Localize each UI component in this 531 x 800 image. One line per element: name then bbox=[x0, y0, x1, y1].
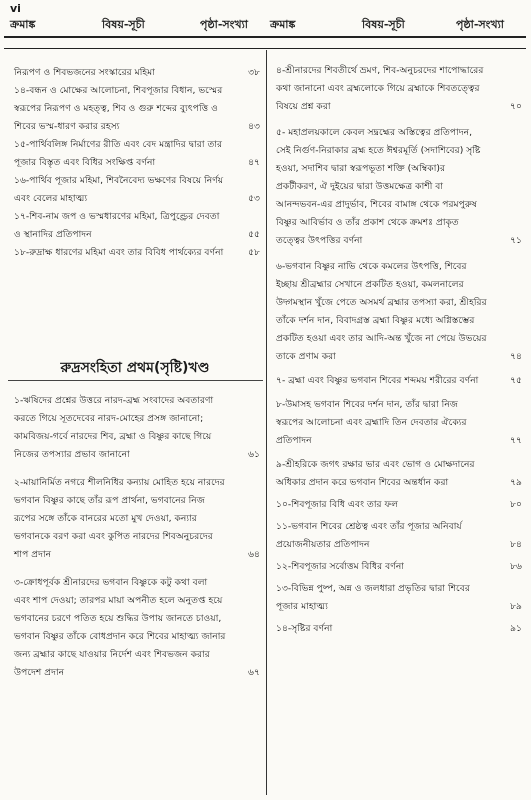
left-column-bottom bbox=[14, 392, 264, 682]
section-rule bbox=[8, 380, 263, 381]
header-sl-right: ক্রমাঙ্ক bbox=[270, 18, 296, 31]
page-number: vi bbox=[10, 2, 21, 15]
list-item: ১২-শিবপূজার সর্বোত্তম বিধির বর্ণনা ৮৬ bbox=[276, 561, 522, 572]
header-rule-top bbox=[4, 36, 526, 38]
list-item: ১৮-রুদ্রাক্ষ ধারণের মহিমা এবং তার বিবিধ পার্থক্যের বর্ণনা ৫৮ bbox=[14, 247, 260, 258]
list-item: ১০-শিবপূজার বিধি এবং তার ফল ৮০ bbox=[276, 499, 522, 510]
header-subject-right: বিষয়-সূচী bbox=[362, 18, 405, 31]
section-title: রুদ্রসংহিতা প্রথম(সৃষ্টি)খণ্ড bbox=[60, 360, 210, 376]
list-item: ৩-ক্রোধপূর্বক শ্রীনারদের ভগবান বিষ্ণুকে কটু কথা বলা এবং শাপ দেওয়া; তারপর মায়া অপনীত হলে অনুতপ্ত হয়ে ভগবানের চরণে পতিত হয়ে শুদ্ধির উপায় জানতে চাওয়া, ভগবান বিষ্ণুর তাঁকে বোধপ্রদান করে শিবের মাহাত্ম্য জানার জন্য ব্রহ্মার কাছে যাওয়ার নির্দেশ এবং শিবভজন করার উপদেশ প্রদান ৬৭ bbox=[14, 577, 260, 678]
header-sl-left: ক্রমাঙ্ক bbox=[10, 18, 36, 31]
list-item: ২-মায়ানির্মিত নগরে শীলনিধির কন্যায় মোহিত হয়ে নারদের ভগবান বিষ্ণুর কাছে তাঁর রূপ প্রার্থনা, ভগবানের নিজ রূপের সঙ্গে তাঁকে বানরের মতো মুখ দেওয়া, কন্যার ভগবানকে বরণ করা এবং কুপিত নারদের শিবঅনুচরদের শাপ প্রদান ৬৪ bbox=[14, 477, 260, 560]
list-item: ১৪-বন্ধন ও মোক্ষের আলোচনা, শিবপূজার বিধান, ভস্মের স্বরূপের নিরূপণ ও মহত্ত্ব, শিব ও গুরু শব্দের ব্যুৎপত্তি ও শিবের ভস্ম-ধারণ করার রহস্য ৪৩ bbox=[14, 85, 260, 132]
list-item: ৫- মহাপ্রলয়কালে কেবল সদ্ব্রহ্মের অস্তিত্বের প্রতিপাদন, সেই নির্গুণ-নিরাকার ব্রহ্ম হতে ঈশ্বরমূর্তি (সদাশিবের) সৃষ্টি হওয়া, সদাশিব দ্বারা স্বরূপভূতা শক্তি (অম্বিকা)র প্রকটীকরণ, ঐ দুইয়ের দ্বারা উত্তমক্ষেত্র কাশী বা আনন্দভবন-এর প্রাদুর্ভাব, শিবের বামাঙ্গ থেকে পরমপুরুষ বিষ্ণুর আবির্ভাব ও তাঁর প্রকাশ থেকে ক্রমশঃ প্রাকৃত তত্ত্বের উৎপত্তির বর্ণনা ৭১ bbox=[276, 127, 522, 246]
header-page-right: পৃষ্ঠা-সংখ্যা bbox=[456, 18, 504, 31]
header-page-left: পৃষ্ঠা-সংখ্যা bbox=[200, 18, 248, 31]
list-item: ৪-শ্রীনারদের শিবতীর্থে ভ্রমণ, শিব-অনুচরদের শাপোদ্ধারের কথা জানানো এবং ব্রহ্মলোকে গিয়ে ব্রহ্মাকে শিবতত্ত্বের বিষয়ে প্রশ্ন করা ৭০ bbox=[276, 65, 522, 112]
list-item: ৬-ভগবান বিষ্ণুর নাভি থেকে কমলের উৎপত্তি, শিবের ইচ্ছায় শ্রীব্রহ্মার সেখানে প্রকটিত হওয়া, কমলনালের উদ্গমস্থান খুঁজে পেতে অসমর্থ ব্রহ্মার তপস্যা করা, শ্রীহরির তাঁকে দর্শন দান, বিবাদগ্রস্ত ব্রহ্মা বিষ্ণুর মধ্যে অগ্নিস্তম্ভের প্রকটিত হওয়া এবং তার আদি-অন্ত খুঁজে না পেয়ে উভয়ের তাকে প্রণাম করা ৭৪ bbox=[276, 261, 522, 362]
list-item: ১৪-সৃষ্টির বর্ণনা ৯১ bbox=[276, 623, 522, 634]
list-item: ১৬-পার্থিব পূজার মহিমা, শিবনৈবেদ্য ভক্ষণের বিষয়ে নির্ণয় এবং বেলের মাহাত্ম্য ৫৩ bbox=[14, 175, 260, 204]
header-subject-left: বিষয়-সূচী bbox=[102, 18, 145, 31]
column-divider bbox=[266, 50, 267, 795]
table-header bbox=[4, 14, 526, 36]
list-item: ১৫-পার্থিবলিঙ্গ নির্মাণের রীতি এবং বেদ মন্ত্রাদির দ্বারা তার পূজার বিস্তৃত এবং বিধির সংক্ষিপ্ত বর্ণনা ৪৭ bbox=[14, 139, 260, 168]
list-item: নিরূপণ ও শিবভজনের সংস্কারের মহিমা ৩৮ bbox=[14, 67, 260, 78]
header-rule-bottom bbox=[4, 48, 526, 49]
list-item: ৯-শ্রীহরিকে জগৎ রক্ষার ভার এবং ভোগ ও মোক্ষদানের অধিকার প্রদান করে ভগবান শিবের অন্তর্ধান করা ৭৯ bbox=[276, 459, 522, 488]
list-item: ১-ঋষিদের প্রশ্নের উত্তরে নারদ-ব্রহ্ম সংবাদের অবতারণা করতে গিয়ে সূতদেবের নারদ-মোহের প্রসঙ্গ জানানো; কামবিজয়-গর্বে নারদের শিব, ব্রহ্মা ও বিষ্ণুর কাছে গিয়ে নিজের তপস্যার প্রভাব জানানো ৬১ bbox=[14, 395, 260, 460]
list-item: ১১-ভগবান শিবের শ্রেষ্ঠত্ব এবং তাঁর পূজার অনিবার্য প্রয়োজনীয়তার প্রতিপাদন ৮৪ bbox=[276, 521, 522, 550]
list-item: ১৩-বিভিন্ন পুষ্প, অন্ন ও জলধারা প্রভৃতির দ্বারা শিবের পূজার মাহাত্ম্য ৮৯ bbox=[276, 583, 522, 612]
list-item: ১৭-শিব-নাম জপ ও ভস্মধারণের মহিমা, ত্রিপুণ্ড্রের দেবতা ও স্থানাদির প্রতিপাদন ৫৫ bbox=[14, 211, 260, 240]
list-item: ৮-উমাসহ ভগবান শিবের দর্শন দান, তাঁর দ্বারা নিজ স্বরূপের আলোচনা এবং ব্রহ্মাদি তিন দেবতার ঐক্যের প্রতিপাদন ৭৭ bbox=[276, 399, 522, 446]
list-item: ৭- ব্রহ্মা এবং বিষ্ণুর ভগবান শিবের শব্দময় শরীরের বর্ণনা ৭৫ bbox=[276, 375, 522, 386]
left-column-top bbox=[14, 64, 264, 262]
right-column bbox=[276, 62, 526, 638]
